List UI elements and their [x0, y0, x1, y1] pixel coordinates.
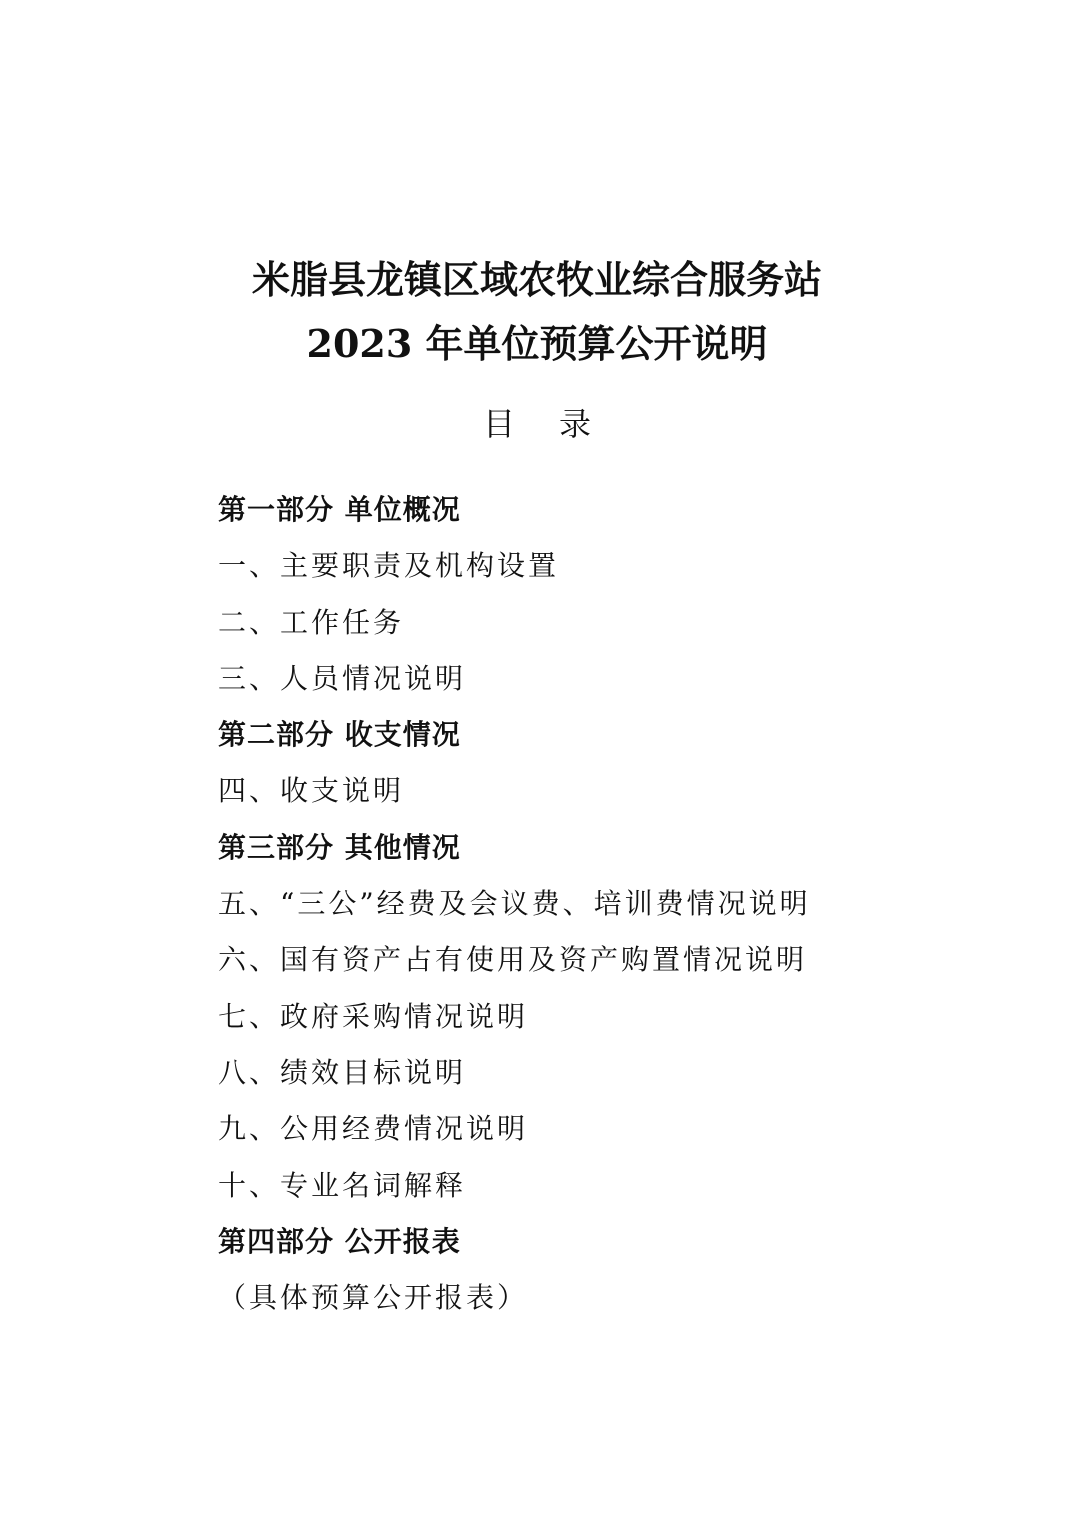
table-of-contents: [218, 486, 1018, 1330]
toc-part-2: 第二部分 收支情况: [218, 718, 461, 752]
toc-heading: 目录: [482, 405, 635, 443]
document-title-line1: 米脂县龙镇区域农牧业综合服务站: [251, 257, 822, 302]
toc-part-4: 第四部分 公开报表: [218, 1224, 461, 1258]
toc-part-3: 第三部分 其他情况: [218, 830, 461, 864]
toc-item-10: 十、专业名词解释: [218, 1168, 467, 1202]
toc-item-2: 二、工作任务: [218, 605, 405, 639]
toc-item-8: 八、绩效目标说明: [218, 1055, 467, 1089]
toc-note: （具体预算公开报表）: [218, 1281, 529, 1315]
toc-item-9: 九、公用经费情况说明: [218, 1112, 529, 1146]
toc-item-7: 七、政府采购情况说明: [218, 999, 529, 1033]
toc-part-1: 第一部分 单位概况: [218, 493, 461, 526]
toc-item-6: 六、国有资产占有使用及资产购置情况说明: [218, 943, 808, 977]
document-title-line2: 2023 年单位预算公开说明: [306, 321, 768, 366]
toc-item-1: 一、主要职责及机构设置: [218, 549, 560, 583]
toc-item-5: 五、“三公”经费及会议费、培训费情况说明: [218, 887, 811, 921]
toc-item-3: 三、人员情况说明: [218, 661, 467, 695]
toc-item-4: 四、收支说明: [218, 774, 405, 808]
